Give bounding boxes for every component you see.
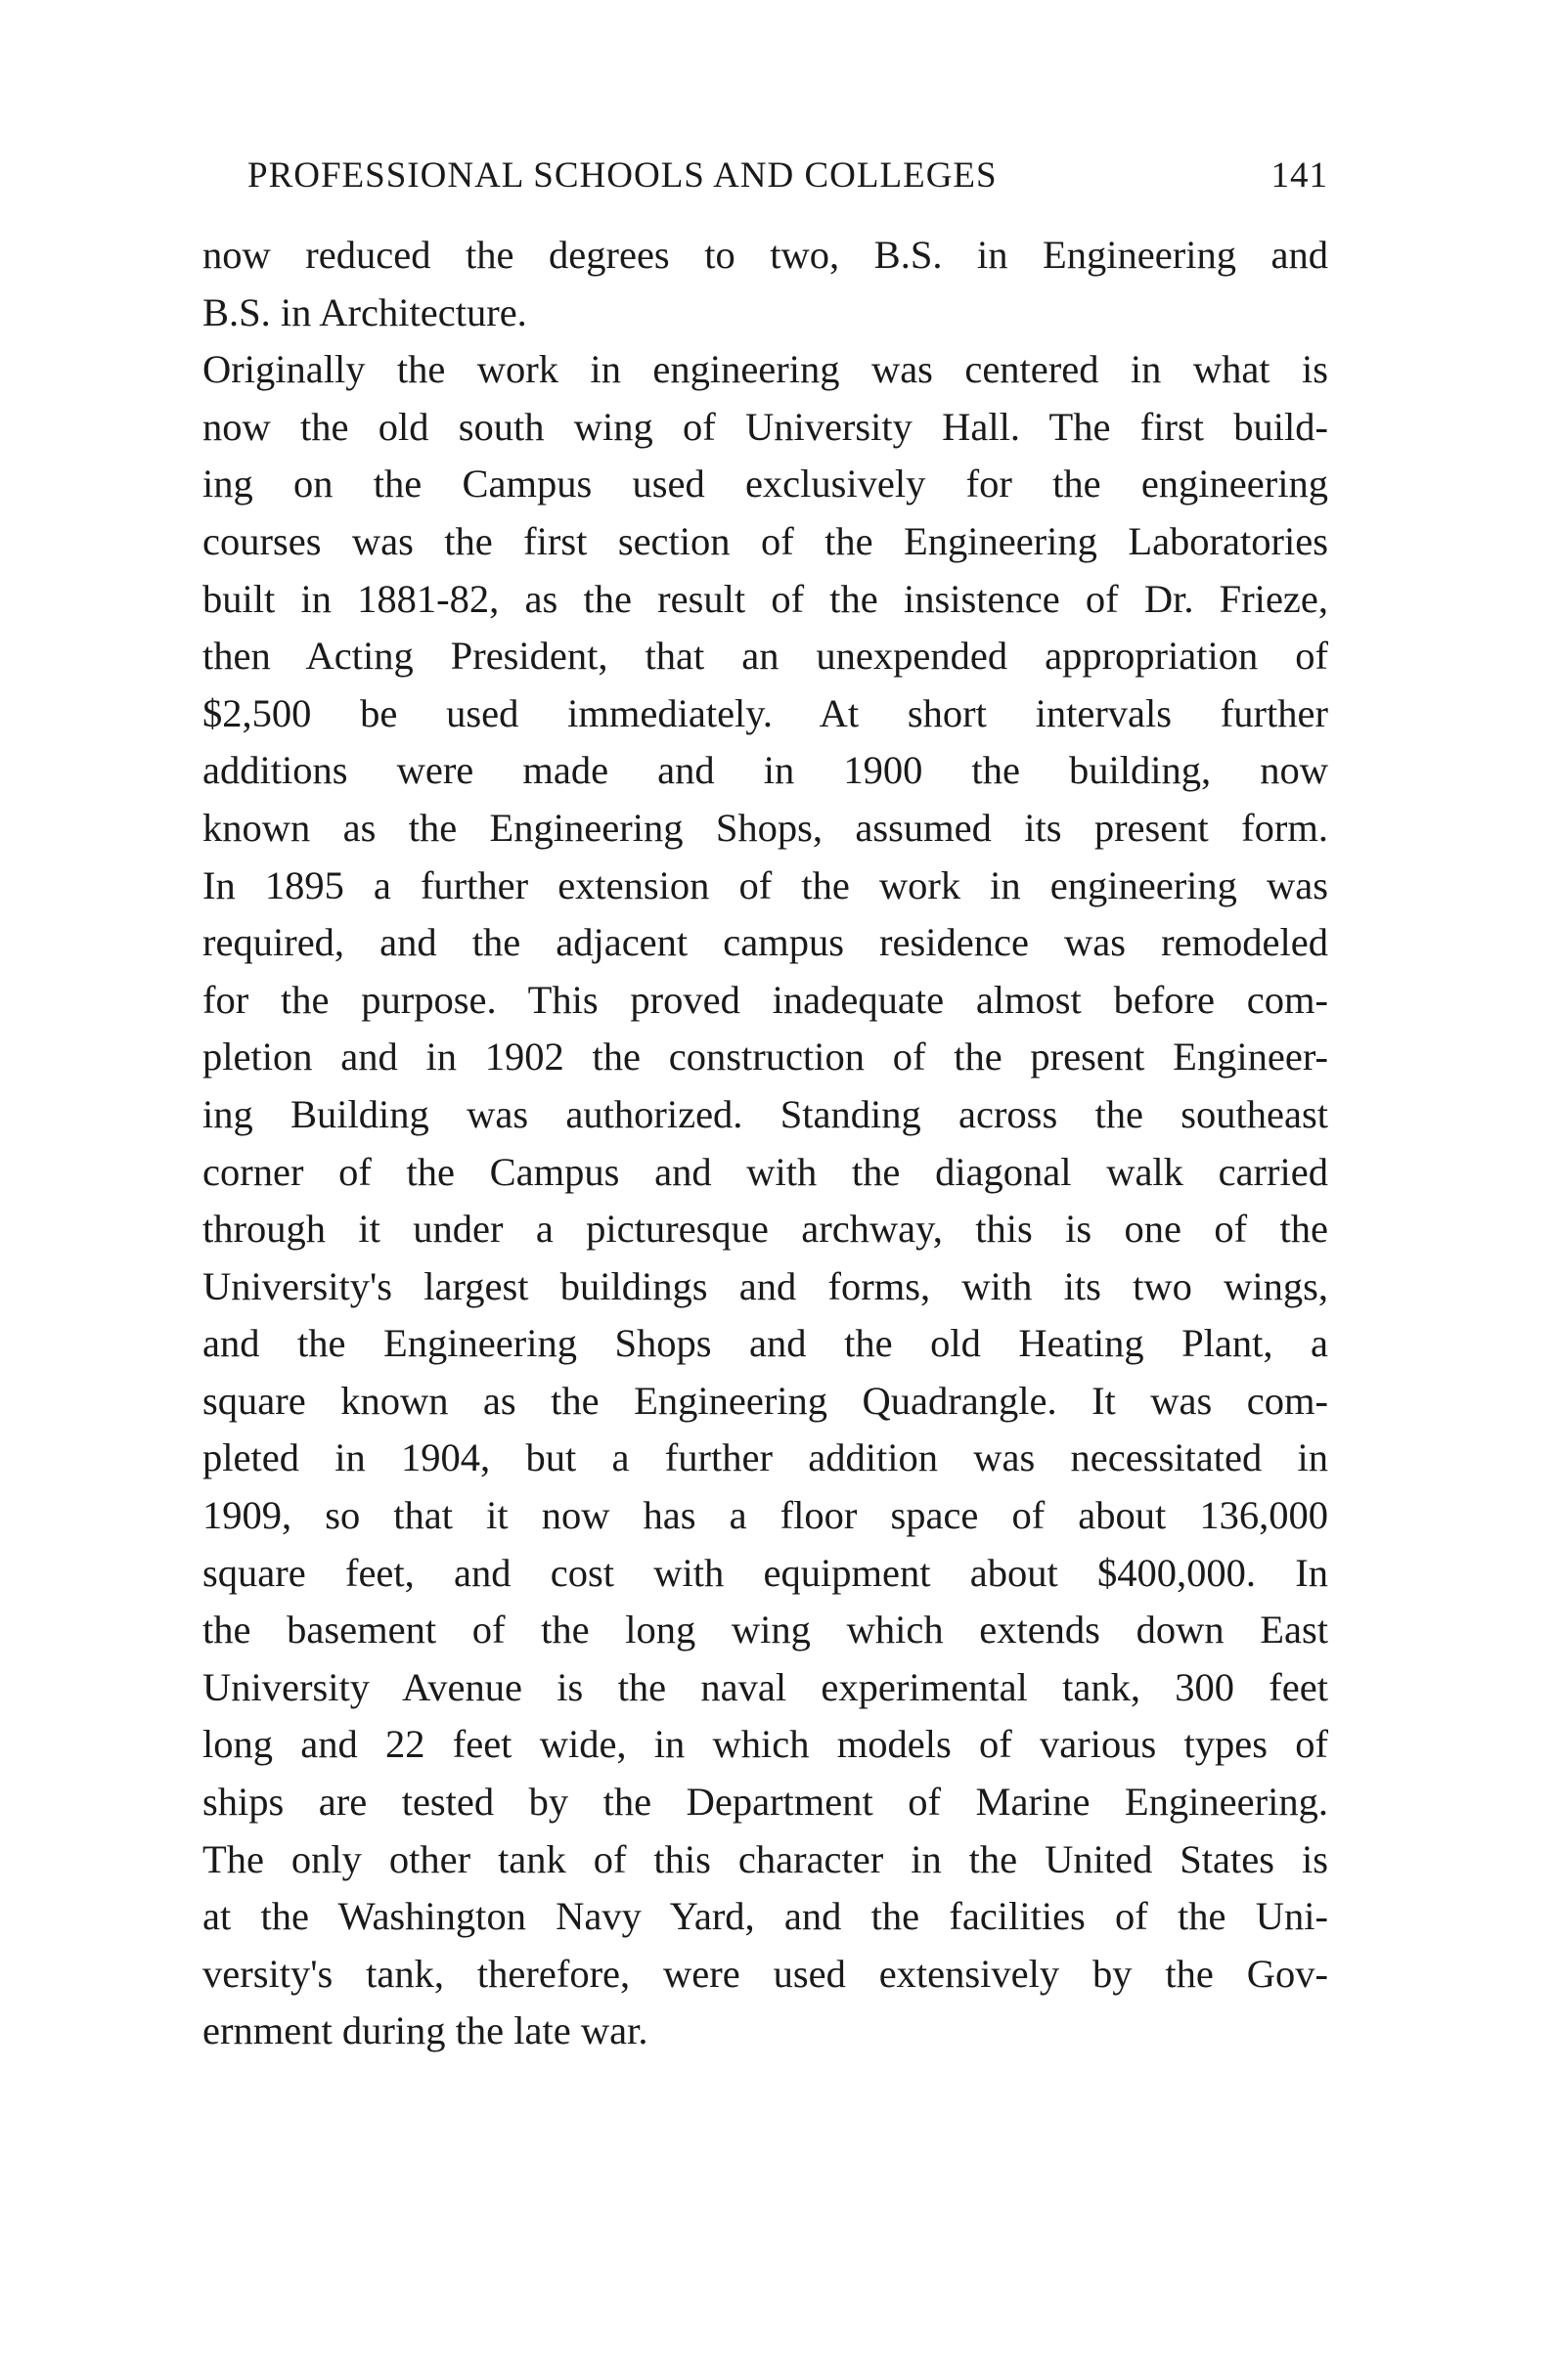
text-line: and the Engineering Shops and the old Heating Plant, a — [202, 1321, 1328, 1366]
text-line: Originally the work in engineering was centered in what is — [202, 347, 1328, 392]
text-line: long and 22 feet wide, in which models of various types of — [202, 1722, 1328, 1767]
page-number: 141 — [1270, 155, 1328, 196]
text-line: the basement of the long wing which extends down East — [202, 1608, 1328, 1653]
text-line: square feet, and cost with equipment about $400,000. In — [202, 1550, 1328, 1595]
text-line: now the old south wing of University Hall. The first build- — [202, 404, 1328, 449]
text-line: additions were made and in 1900 the building, now — [202, 748, 1328, 793]
text-line: built in 1881-82, as the result of the insistence of Dr. Frieze, — [202, 576, 1328, 621]
paragraph — [202, 227, 1328, 341]
text-line: courses was the first section of the Engineering Laboratories — [202, 518, 1328, 563]
body-text — [202, 227, 1328, 2060]
text-line: In 1895 a further extension of the work in engineering was — [202, 862, 1328, 907]
text-line: for the purpose. This proved inadequate almost before com- — [202, 977, 1328, 1022]
text-line: then Acting President, that an unexpended appropriation of — [202, 634, 1328, 679]
text-line: versity's tank, therefore, were used extensively by the Gov- — [202, 1951, 1328, 1996]
text-line: B.S. in Architecture. — [202, 289, 527, 334]
running-title: PROFESSIONAL SCHOOLS AND COLLEGES — [247, 155, 998, 196]
text-line: The only other tank of this character in the United States is — [202, 1836, 1328, 1881]
text-line: square known as the Engineering Quadrangle. It was com- — [202, 1378, 1328, 1423]
text-line: pleted in 1904, but a further addition was necessitated in — [202, 1435, 1328, 1480]
text-line: 1909, so that it now has a floor space of about 136,000 — [202, 1493, 1328, 1538]
text-line: now reduced the degrees to two, B.S. in Engineering and — [202, 233, 1328, 277]
text-line: through it under a picturesque archway, this is one of the — [202, 1207, 1328, 1252]
text-line: ing on the Campus used exclusively for the engineering — [202, 462, 1328, 507]
text-line: pletion and in 1902 the construction of the present Engineer- — [202, 1035, 1328, 1080]
text-line: ships are tested by the Department of Marine Engineering. — [202, 1780, 1328, 1825]
text-line: University Avenue is the naval experimental tank, 300 feet — [202, 1664, 1328, 1709]
text-line: $2,500 be used immediately. At short intervals further — [202, 690, 1328, 735]
paragraph — [202, 341, 1328, 2060]
text-line: required, and the adjacent campus residence was remodeled — [202, 920, 1328, 965]
text-line: known as the Engineering Shops, assumed its present form. — [202, 805, 1328, 850]
running-header — [202, 154, 1328, 203]
text-line: University's largest buildings and forms, with its two wings, — [202, 1263, 1328, 1308]
text-line: ernment during the late war. — [202, 2008, 648, 2053]
text-line: corner of the Campus and with the diagonal walk carried — [202, 1149, 1328, 1194]
text-line: ing Building was authorized. Standing across the southeast — [202, 1091, 1328, 1136]
text-line: at the Washington Navy Yard, and the facilities of the Uni- — [202, 1894, 1328, 1939]
